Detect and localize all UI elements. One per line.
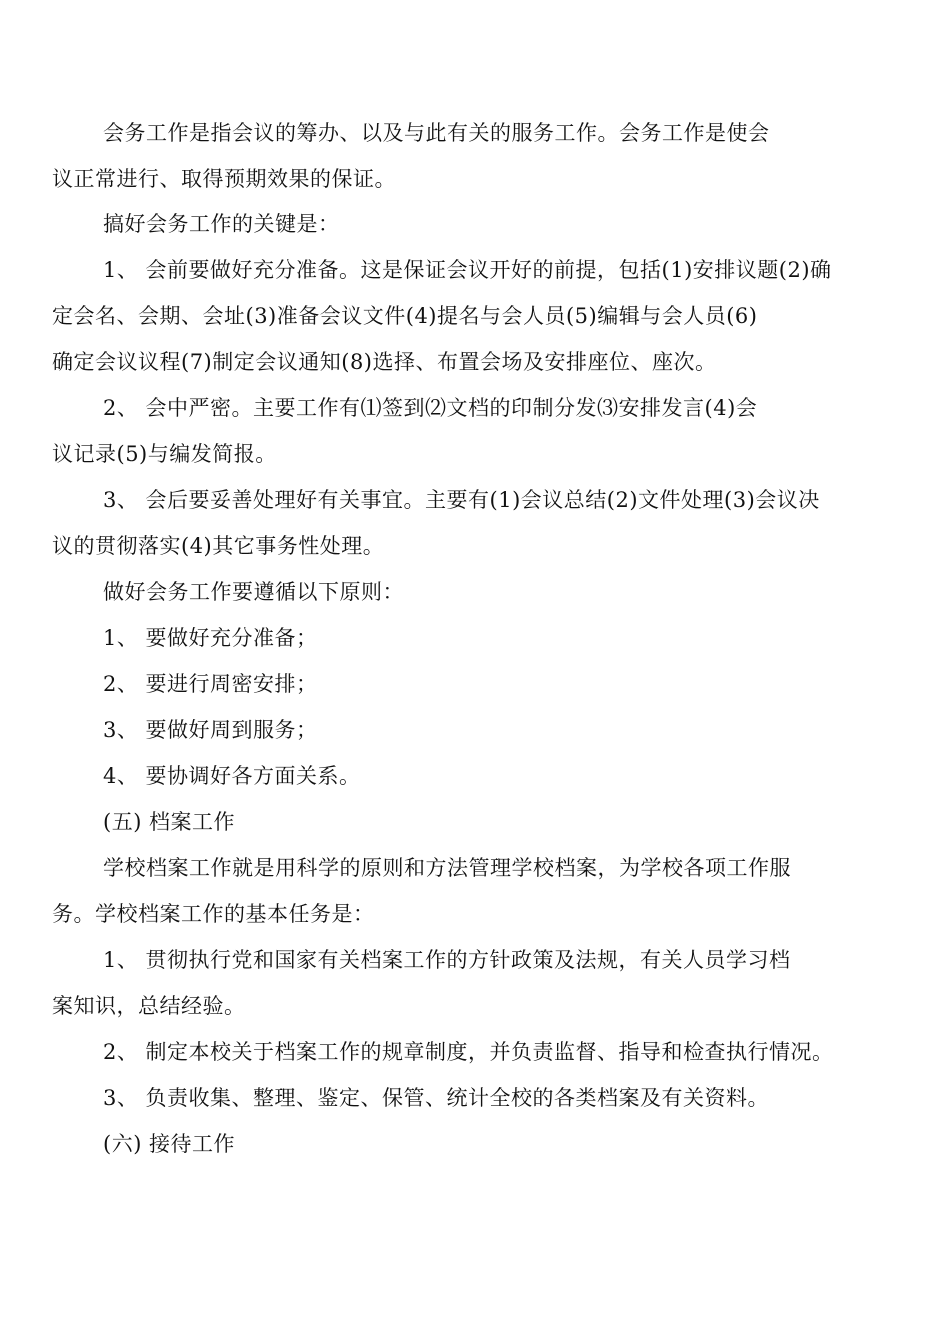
paragraph-line: 搞好会务工作的关键是：: [103, 212, 340, 236]
paragraph-line: 务。学校档案工作的基本任务是：: [52, 902, 375, 926]
paragraph-line: 学校档案工作就是用科学的原则和方法管理学校档案，为学校各项工作服: [103, 856, 791, 880]
paragraph-line: 做好会务工作要遵循以下原则：: [103, 580, 404, 604]
paragraph-line: 会务工作是指会议的筹办、以及与此有关的服务工作。会务工作是使会: [103, 121, 770, 145]
list-item-line: 3、 要做好周到服务；: [103, 718, 318, 742]
list-item-line: 议的贯彻落实(4)其它事务性处理。: [52, 534, 385, 558]
list-item-line: 确定会议议程(7)制定会议通知(8)选择、布置会场及安排座位、座次。: [52, 350, 717, 374]
list-item-line: 3、 负责收集、整理、鉴定、保管、统计全校的各类档案及有关资料。: [103, 1086, 770, 1110]
list-item-line: 1、 会前要做好充分准备。这是保证会议开好的前提，包括(1)安排议题(2)确: [103, 258, 832, 282]
section-heading: (五) 档案工作: [103, 810, 236, 834]
list-item-line: 1、 贯彻执行党和国家有关档案工作的方针政策及法规，有关人员学习档: [103, 948, 791, 972]
list-item-line: 定会名、会期、会址(3)准备会议文件(4)提名与会人员(5)编辑与会人员(6): [52, 304, 758, 328]
paragraph-line: 议正常进行、取得预期效果的保证。: [52, 167, 396, 191]
list-item-line: 2、 制定本校关于档案工作的规章制度，并负责监督、指导和检查执行情况。: [103, 1040, 834, 1064]
section-heading: (六) 接待工作: [103, 1132, 236, 1156]
list-item-line: 2、 会中严密。主要工作有⑴签到⑵文档的印制分发⑶安排发言(4)会: [103, 396, 758, 420]
list-item-line: 3、 会后要妥善处理好有关事宜。主要有(1)会议总结(2)文件处理(3)会议决: [103, 488, 820, 512]
list-item-line: 议记录(5)与编发简报。: [52, 442, 277, 466]
list-item-line: 案知识，总结经验。: [52, 994, 246, 1018]
list-item-line: 1、 要做好充分准备；: [103, 626, 318, 650]
list-item-line: 2、 要进行周密安排；: [103, 672, 318, 696]
list-item-line: 4、 要协调好各方面关系。: [103, 764, 361, 788]
